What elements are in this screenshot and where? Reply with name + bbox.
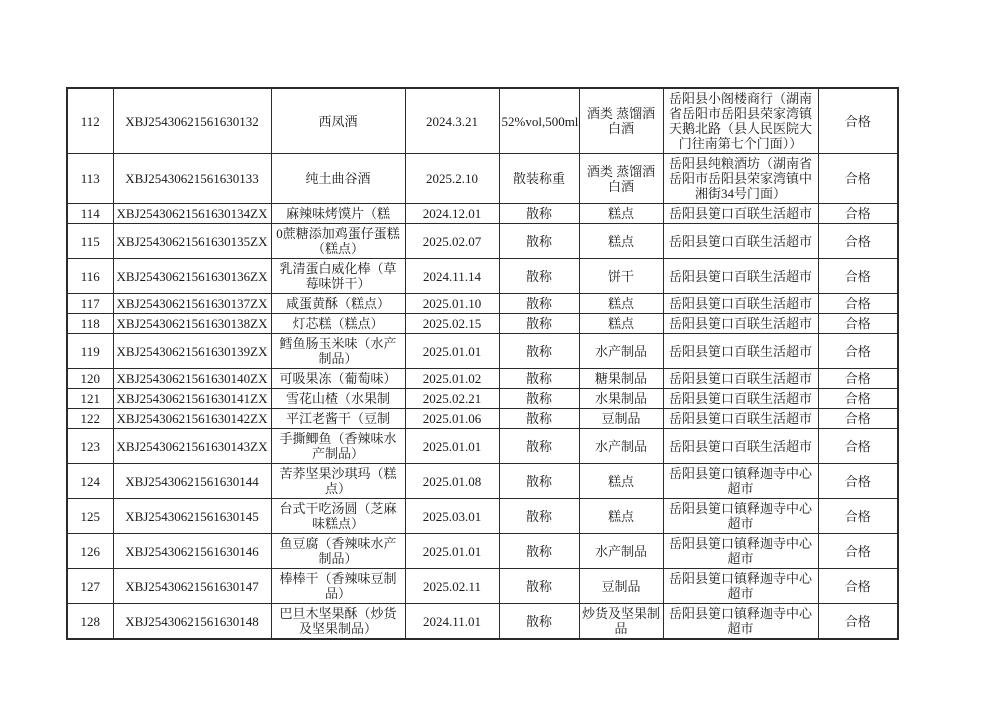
cell-product-name: 乳清蛋白威化棒（草莓味饼干） [271, 259, 405, 294]
cell-result: 合格 [818, 534, 898, 569]
cell-sample-code: XBJ25430621561630136ZX [113, 259, 271, 294]
cell-category: 酒类 蒸馏酒白酒 [579, 88, 663, 154]
cell-production-date: 2025.02.21 [405, 389, 499, 409]
cell-result: 合格 [818, 409, 898, 429]
cell-production-date: 2025.03.01 [405, 499, 499, 534]
cell-sample-code: XBJ25430621561630144 [113, 464, 271, 499]
cell-store-name: 岳阳县筻口百联生活超市 [663, 294, 818, 314]
cell-product-name: 手撕鲫鱼（香辣味水产制品） [271, 429, 405, 464]
cell-production-date: 2024.12.01 [405, 204, 499, 224]
cell-store-name: 岳阳县小阁楼商行（湖南省岳阳市岳阳县荣家湾镇天鹅北路（县人民医院大门往南第七个门面）） [663, 88, 818, 154]
cell-specification: 散称 [499, 259, 579, 294]
cell-sample-code: XBJ25430621561630132 [113, 88, 271, 154]
table-row [67, 369, 898, 389]
cell-production-date: 2024.3.21 [405, 88, 499, 154]
inspection-results-table [66, 87, 899, 640]
cell-category: 水果制品 [579, 389, 663, 409]
cell-category: 糕点 [579, 314, 663, 334]
cell-specification: 散称 [499, 334, 579, 369]
cell-category: 糕点 [579, 294, 663, 314]
cell-specification: 散称 [499, 604, 579, 640]
cell-category: 饼干 [579, 259, 663, 294]
cell-sample-code: XBJ25430621561630148 [113, 604, 271, 640]
cell-store-name: 岳阳县筻口百联生活超市 [663, 314, 818, 334]
cell-sample-code: XBJ25430621561630146 [113, 534, 271, 569]
cell-production-date: 2025.01.01 [405, 534, 499, 569]
table-row [67, 464, 898, 499]
cell-category: 糕点 [579, 224, 663, 259]
table-row [67, 429, 898, 464]
cell-specification: 散称 [499, 224, 579, 259]
cell-specification: 散装称重 [499, 154, 579, 204]
cell-specification: 散称 [499, 464, 579, 499]
cell-result: 合格 [818, 369, 898, 389]
cell-serial-number: 127 [67, 569, 113, 604]
results-table-body [67, 88, 898, 639]
cell-category: 糕点 [579, 464, 663, 499]
cell-store-name: 岳阳县筻口镇释迦寺中心超市 [663, 569, 818, 604]
table-row [67, 604, 898, 640]
cell-production-date: 2025.01.02 [405, 369, 499, 389]
cell-category: 豆制品 [579, 409, 663, 429]
cell-sample-code: XBJ25430621561630140ZX [113, 369, 271, 389]
cell-specification: 散称 [499, 389, 579, 409]
cell-result: 合格 [818, 88, 898, 154]
cell-result: 合格 [818, 569, 898, 604]
cell-production-date: 2025.02.11 [405, 569, 499, 604]
table-row [67, 204, 898, 224]
cell-product-name: 0蔗糖添加鸡蛋仔蛋糕（糕点） [271, 224, 405, 259]
cell-store-name: 岳阳县筻口镇释迦寺中心超市 [663, 604, 818, 640]
cell-serial-number: 115 [67, 224, 113, 259]
cell-serial-number: 128 [67, 604, 113, 640]
cell-store-name: 岳阳县筻口百联生活超市 [663, 224, 818, 259]
cell-product-name: 纯土曲谷酒 [271, 154, 405, 204]
cell-store-name: 岳阳县筻口镇释迦寺中心超市 [663, 499, 818, 534]
cell-result: 合格 [818, 464, 898, 499]
cell-store-name: 岳阳县筻口百联生活超市 [663, 204, 818, 224]
cell-specification: 散称 [499, 429, 579, 464]
cell-store-name: 岳阳县筻口百联生活超市 [663, 259, 818, 294]
cell-specification: 散称 [499, 534, 579, 569]
cell-result: 合格 [818, 389, 898, 409]
table-row [67, 314, 898, 334]
cell-serial-number: 124 [67, 464, 113, 499]
cell-category: 糕点 [579, 204, 663, 224]
table-sheet [66, 87, 899, 640]
cell-product-name: 棒棒干（香辣味豆制品） [271, 569, 405, 604]
table-row [67, 534, 898, 569]
table-row [67, 389, 898, 409]
cell-result: 合格 [818, 224, 898, 259]
cell-specification: 散称 [499, 409, 579, 429]
cell-production-date: 2025.01.08 [405, 464, 499, 499]
cell-production-date: 2025.02.15 [405, 314, 499, 334]
cell-sample-code: XBJ25430621561630142ZX [113, 409, 271, 429]
cell-specification: 散称 [499, 569, 579, 604]
cell-production-date: 2024.11.14 [405, 259, 499, 294]
table-row [67, 334, 898, 369]
cell-specification: 散称 [499, 499, 579, 534]
cell-product-name: 鳕鱼肠玉米味（水产制品） [271, 334, 405, 369]
table-row [67, 259, 898, 294]
cell-result: 合格 [818, 204, 898, 224]
cell-serial-number: 120 [67, 369, 113, 389]
cell-store-name: 岳阳县筻口百联生活超市 [663, 429, 818, 464]
cell-production-date: 2025.02.07 [405, 224, 499, 259]
cell-store-name: 岳阳县筻口百联生活超市 [663, 389, 818, 409]
cell-product-name: 麻辣味烤馍片（糕 [271, 204, 405, 224]
cell-serial-number: 114 [67, 204, 113, 224]
cell-specification: 散称 [499, 369, 579, 389]
cell-production-date: 2024.11.01 [405, 604, 499, 640]
cell-product-name: 平江老酱干（豆制 [271, 409, 405, 429]
cell-sample-code: XBJ25430621561630137ZX [113, 294, 271, 314]
cell-category: 糖果制品 [579, 369, 663, 389]
cell-sample-code: XBJ25430621561630147 [113, 569, 271, 604]
cell-result: 合格 [818, 429, 898, 464]
cell-specification: 散称 [499, 294, 579, 314]
cell-result: 合格 [818, 314, 898, 334]
cell-sample-code: XBJ25430621561630141ZX [113, 389, 271, 409]
table-row [67, 88, 898, 154]
cell-store-name: 岳阳县筻口百联生活超市 [663, 334, 818, 369]
cell-category: 炒货及坚果制品 [579, 604, 663, 640]
cell-category: 水产制品 [579, 334, 663, 369]
cell-sample-code: XBJ25430621561630134ZX [113, 204, 271, 224]
cell-category: 水产制品 [579, 534, 663, 569]
cell-serial-number: 122 [67, 409, 113, 429]
table-row [67, 499, 898, 534]
cell-serial-number: 116 [67, 259, 113, 294]
cell-result: 合格 [818, 334, 898, 369]
cell-product-name: 可吸果冻（葡萄味） [271, 369, 405, 389]
cell-category: 酒类 蒸馏酒白酒 [579, 154, 663, 204]
cell-serial-number: 126 [67, 534, 113, 569]
cell-product-name: 咸蛋黄酥（糕点） [271, 294, 405, 314]
cell-serial-number: 113 [67, 154, 113, 204]
cell-sample-code: XBJ25430621561630138ZX [113, 314, 271, 334]
table-row [67, 154, 898, 204]
cell-serial-number: 121 [67, 389, 113, 409]
cell-product-name: 巴旦木坚果酥（炒货及坚果制品） [271, 604, 405, 640]
cell-specification: 散称 [499, 314, 579, 334]
cell-serial-number: 123 [67, 429, 113, 464]
cell-product-name: 苦荞坚果沙琪玛（糕点） [271, 464, 405, 499]
cell-product-name: 雪花山楂（水果制 [271, 389, 405, 409]
cell-product-name: 鱼豆腐（香辣味水产制品） [271, 534, 405, 569]
cell-sample-code: XBJ25430621561630145 [113, 499, 271, 534]
table-row [67, 409, 898, 429]
cell-production-date: 2025.01.01 [405, 429, 499, 464]
cell-sample-code: XBJ25430621561630135ZX [113, 224, 271, 259]
cell-sample-code: XBJ25430621561630143ZX [113, 429, 271, 464]
cell-production-date: 2025.2.10 [405, 154, 499, 204]
cell-product-name: 灯芯糕（糕点） [271, 314, 405, 334]
cell-product-name: 西凤酒 [271, 88, 405, 154]
cell-category: 豆制品 [579, 569, 663, 604]
cell-specification: 52%vol,500ml [499, 88, 579, 154]
cell-store-name: 岳阳县筻口百联生活超市 [663, 369, 818, 389]
cell-serial-number: 125 [67, 499, 113, 534]
cell-store-name: 岳阳县筻口镇释迦寺中心超市 [663, 464, 818, 499]
cell-production-date: 2025.01.01 [405, 334, 499, 369]
cell-store-name: 岳阳县筻口百联生活超市 [663, 409, 818, 429]
cell-serial-number: 117 [67, 294, 113, 314]
table-row [67, 569, 898, 604]
cell-store-name: 岳阳县纯粮酒坊（湖南省岳阳市岳阳县荣家湾镇中湘街34号门面） [663, 154, 818, 204]
cell-serial-number: 118 [67, 314, 113, 334]
cell-store-name: 岳阳县筻口镇释迦寺中心超市 [663, 534, 818, 569]
cell-serial-number: 112 [67, 88, 113, 154]
cell-production-date: 2025.01.10 [405, 294, 499, 314]
cell-specification: 散称 [499, 204, 579, 224]
cell-sample-code: XBJ25430621561630133 [113, 154, 271, 204]
table-row [67, 294, 898, 314]
cell-category: 水产制品 [579, 429, 663, 464]
cell-result: 合格 [818, 604, 898, 640]
cell-product-name: 台式干吃汤圆（芝麻味糕点） [271, 499, 405, 534]
cell-serial-number: 119 [67, 334, 113, 369]
cell-result: 合格 [818, 259, 898, 294]
cell-sample-code: XBJ25430621561630139ZX [113, 334, 271, 369]
table-row [67, 224, 898, 259]
cell-result: 合格 [818, 499, 898, 534]
cell-production-date: 2025.01.06 [405, 409, 499, 429]
cell-result: 合格 [818, 154, 898, 204]
cell-category: 糕点 [579, 499, 663, 534]
cell-result: 合格 [818, 294, 898, 314]
